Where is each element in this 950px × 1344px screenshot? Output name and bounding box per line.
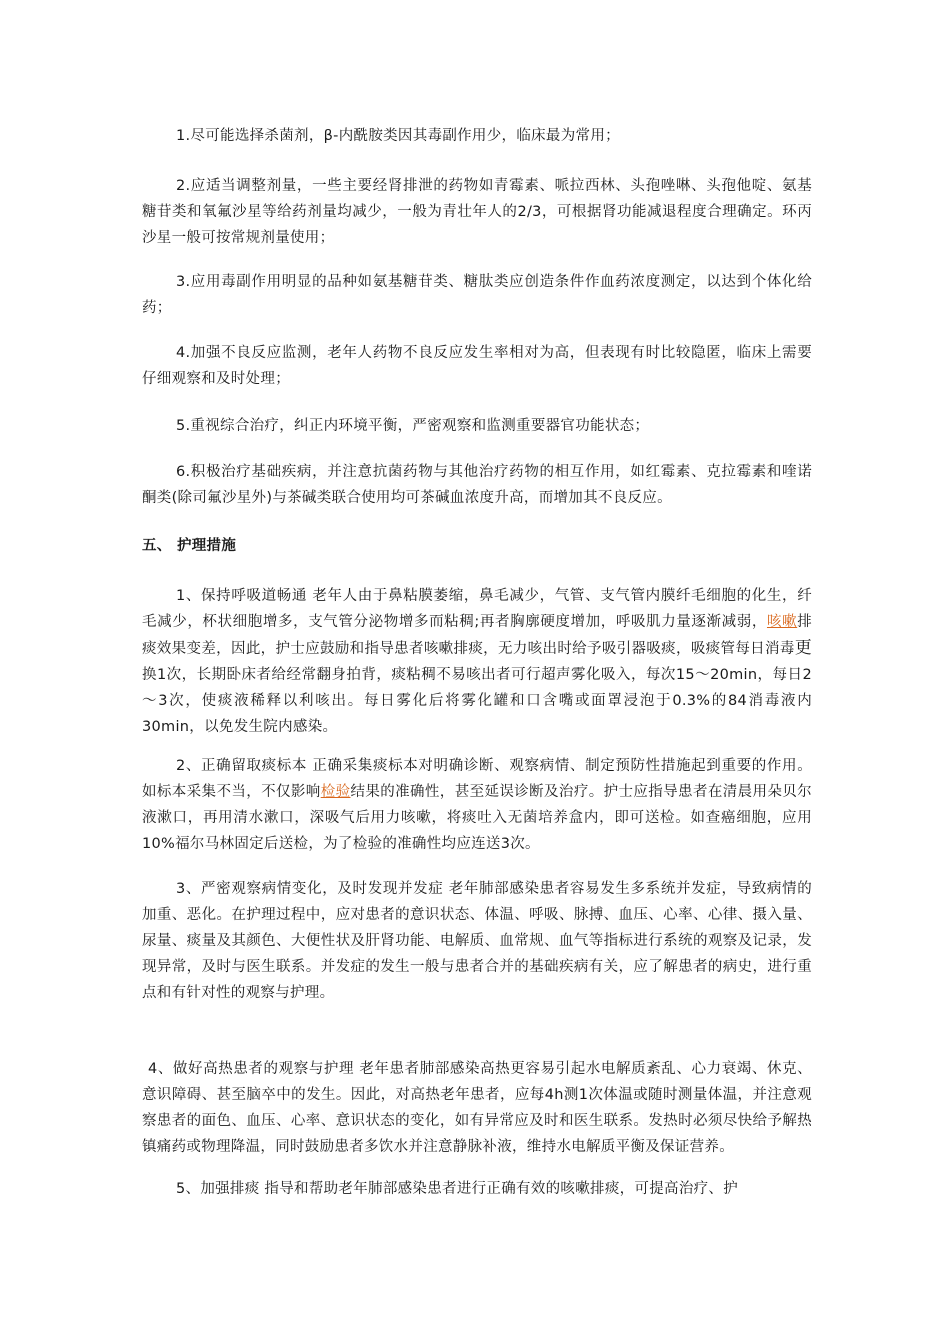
paragraph-text: 更 xyxy=(794,638,812,658)
treatment-item-2: 2.应适当调整剂量，一些主要经肾排泄的药物如青霉素、哌拉西林、头孢唑啉、头孢他啶、氨基糖苷类和氧氟沙星等给药剂量均减少，一般为青壮年人的2/3，可根据肾功能减退程度合理确定。环丙沙星一般可按常规剂量使用； xyxy=(142,178,812,246)
paragraph-text: 1、保持呼吸道畅通 老年人由于鼻粘膜萎缩，鼻毛减少，气管、支气管内膜纤毛细胞的化生，纤毛减少，杯状细胞增多，支气管分泌物增多而粘稠;再者胸廓硬度增加，呼吸肌力量逐渐减弱， xyxy=(142,588,812,630)
section-heading-nursing: 五、 护理措施 xyxy=(142,538,237,554)
treatment-item-4: 4.加强不良反应监测，老年人药物不良反应发生率相对为高，但表现有时比较隐匿，临床上需要仔细观察和及时处理； xyxy=(142,345,812,387)
paragraph-text: 2、正确留取痰标本 正确采集痰标本对明确诊断、观察病情、制定预防性措施起到重要的作用。如标本采集不当，不仅影响 xyxy=(142,758,812,800)
treatment-item-3: 3.应用毒副作用明显的品种如氨基糖苷类、糖肽类应创造条件作血药浓度测定，以达到个体化给药； xyxy=(142,274,812,316)
nursing-paragraph-5: 5、加强排痰 指导和帮助老年肺部感染患者进行正确有效的咳嗽排痰，可提高治疗、护 xyxy=(176,1181,739,1197)
nursing-paragraph-2 xyxy=(142,753,812,857)
treatment-item-6: 6.积极治疗基础疾病，并注意抗菌药物与其他治疗药物的相互作用，如红霉素、克拉霉素和喹诺酮类(除司氟沙星外)与茶碱类联合使用均可茶碱血浓度升高，而增加其不良反应。 xyxy=(142,464,812,506)
paragraph-text: 排痰效果变差，因此，护士应鼓励和指导患者咳嗽排痰，无力咳出时给予吸引器吸痰，吸痰管每日消毒 xyxy=(142,614,812,657)
nursing-paragraph-3: 3、严密观察病情变化，及时发现并发症 老年肺部感染患者容易发生多系统并发症，导致病情的加重、恶化。在护理过程中，应对患者的意识状态、体温、呼吸、脉搏、血压、心率、心律、摄入量、尿量、痰量及其颜色、大便性状及肝肾功能、电解质、血常规、血气等指标进行系统的观察及记录，发现异常，及时与医生联系。并发症的发生一般与患者合并的基础疾病有关，应了解患者的病史，进行重点和有针对性的观察与护理。 xyxy=(142,881,812,1001)
paragraph-text: 结果的准确性，甚至延误诊断及治疗。护士应指导患者在清晨用朵贝尔液漱口，再用清水漱口，深吸气后用力咳嗽，将痰吐入无菌培养盒内，即可送检。如查癌细胞，应用10%福尔马林固定后送检，为了检验的准确性均应连送3次。 xyxy=(142,784,812,852)
paragraph-text: 换1次，长期卧床者给经常翻身拍背，痰粘稠不易咳出者可行超声雾化吸入，每次15～20min，每日2～3次，使痰液稀释以利咳出。每日雾化后将雾化罐和口含嘴或面罩浸泡于0.3%的84消毒液内30min，以免发生院内感染。 xyxy=(142,667,812,735)
treatment-item-1: 1.尽可能选择杀菌剂，β-内酰胺类因其毒副作用少，临床最为常用； xyxy=(176,128,620,144)
lab-test-link[interactable]: 检验 xyxy=(320,784,351,800)
cough-link[interactable]: 咳嗽 xyxy=(766,614,798,630)
treatment-item-5: 5.重视综合治疗，纠正内环境平衡，严密观察和监测重要器官功能状态； xyxy=(176,418,650,434)
nursing-paragraph-4: 4、做好高热患者的观察与护理 老年患者肺部感染高热更容易引起水电解质紊乱、心力衰竭、休克、意识障碍、甚至脑卒中的发生。因此，对高热老年患者，应每4h测1次体温或随时测量体温，并注意观察患者的面色、血压、心率、意识状态的变化，如有异常应及时和医生联系。发热时必须尽快给予解热镇痛药或物理降温，同时鼓励患者多饮水并注意静脉补液，维持水电解质平衡及保证营养。 xyxy=(142,1061,812,1155)
nursing-paragraph-1 xyxy=(142,583,812,740)
